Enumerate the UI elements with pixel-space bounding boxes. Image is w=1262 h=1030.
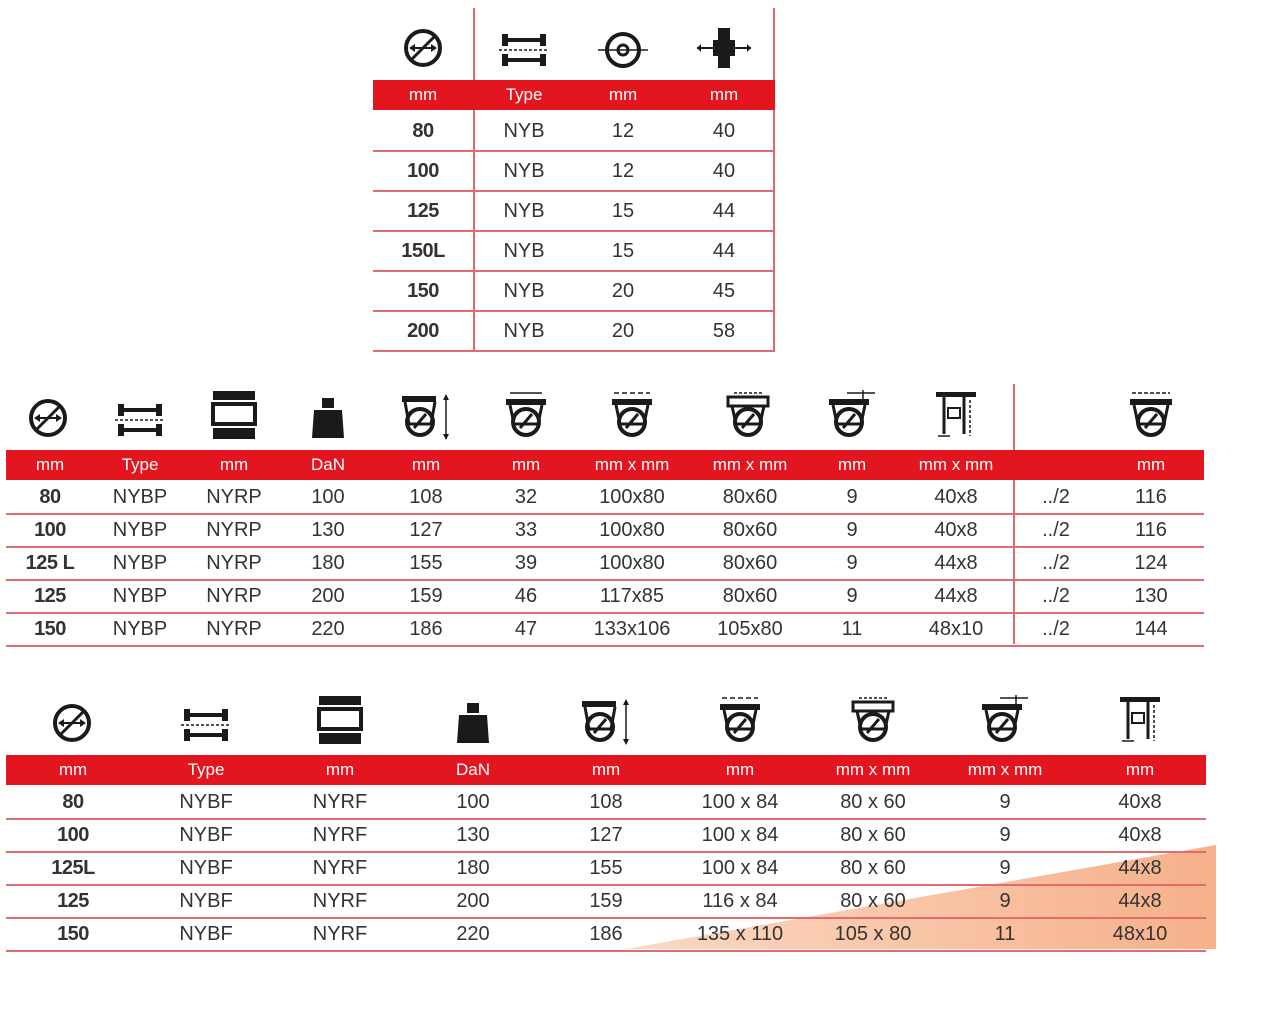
table-cell: 116 [1135,486,1167,508]
column-header: mm [837,455,867,474]
table-cell: NYRF [312,824,368,846]
row-divider [6,950,1206,952]
header-row [6,755,1206,785]
table-cell: 180 [456,857,490,879]
row-size-cell: 125 [34,585,66,607]
column-header: mm [1125,760,1155,779]
column-header: mm x mm [918,455,994,474]
table-cell: 159 [589,890,623,912]
table-cell: 100 x 84 [701,857,779,879]
row-size-cell: 125L [51,857,95,879]
plate-size-icon [700,689,780,745]
bracket-profile-icon [1100,689,1180,745]
table-row [6,613,1204,646]
table-cell: 80 x 60 [840,857,906,879]
table-row [6,918,1206,951]
column-header: Type [505,85,543,104]
table-cell: 100 x 84 [701,824,779,846]
table-cell: NYBP [112,552,168,574]
column-header: mm x mm [712,455,788,474]
table-cell: 44x8 [1118,890,1162,912]
table-cell: 47 [514,618,538,640]
table-cell: 220 [311,618,345,640]
table-cell: ../2 [1042,519,1070,541]
column-header: mm [325,760,355,779]
table-cell: 100x80 [599,486,665,508]
table-row [6,852,1206,885]
table-cell: ../2 [1042,552,1070,574]
table-cell: 20 [611,320,635,342]
table-cell: NYRF [312,923,368,945]
table-cell: 186 [589,923,623,945]
table-row [373,231,775,271]
table-cell: 105 x 80 [834,923,912,945]
table-cell: 100x80 [599,519,665,541]
table-cell: NYB [503,120,545,142]
table-cell: 130 [1134,585,1168,607]
table-swivel-casters [6,380,1206,645]
table-cell: NYRP [206,519,262,541]
table-cell: 58 [712,320,736,342]
table-cell: NYRP [206,552,262,574]
table-cell: 200 [456,890,490,912]
load-weight-icon [433,689,513,745]
column-header: DaN [310,455,345,474]
table-cell: 130 [456,824,490,846]
table-cell: 9 [999,857,1011,879]
table-cell: NYBF [179,824,233,846]
column-header: DaN [455,760,490,779]
table-cell: 46 [514,585,538,607]
table-row [373,151,775,191]
table-cell: 15 [611,200,635,222]
table-cell: NYRF [312,857,368,879]
table-cell: 80 x 60 [840,824,906,846]
table-row [6,481,1204,514]
table-cell: NYB [503,240,545,262]
table-cell: NYBF [179,857,233,879]
plate-type-icon [300,689,380,745]
wheel-diameter-icon [8,384,88,440]
row-size-cell: 125 [57,890,89,912]
table-cell: ../2 [1042,618,1070,640]
table-cell: 186 [409,618,443,640]
table-row [373,311,775,351]
column-header: mm x mm [967,760,1043,779]
table-cell: 9 [999,791,1011,813]
row-size-cell: 150 [57,923,89,945]
load-weight-icon [288,384,368,440]
table-cell: 100 [456,791,490,813]
table-cell: NYBF [179,890,233,912]
swivel-radius-icon [1111,384,1191,440]
column-header: mm [725,760,755,779]
table-row [6,819,1206,852]
table-row [373,191,775,231]
table-cell: ../2 [1042,585,1070,607]
bolt-hole-icon [965,689,1045,745]
table-cell: 100 [311,486,345,508]
table-cell: 9 [846,552,858,574]
row-size-cell: 150 [407,280,439,302]
column-header: mm [709,85,739,104]
table-cell: 33 [514,519,538,541]
table-cell: 127 [409,519,443,541]
column-header: mm x mm [594,455,670,474]
row-size-cell: 200 [407,320,439,342]
table-cell: 108 [409,486,443,508]
table-cell: 80 x 60 [840,791,906,813]
overall-height-icon [566,689,646,745]
table-cell: NYBP [112,585,168,607]
row-size-cell: 80 [412,120,434,142]
table-cell: NYRP [206,486,262,508]
table-cell: 11 [841,618,863,640]
table-cell: NYRP [206,585,262,607]
table-cell: ../2 [1042,486,1070,508]
table-cell: 20 [611,280,635,302]
column-header: mm [511,455,541,474]
table-cell: 100 x 84 [701,791,779,813]
table-cell: 116 x 84 [702,890,778,912]
row-size-cell: 100 [407,160,439,182]
table-cell: 220 [456,923,490,945]
table-cell: 9 [999,890,1011,912]
table-cell: 80x60 [722,519,778,541]
table-cell: 48x10 [1112,923,1168,945]
table-cell: 48x10 [928,618,984,640]
table-cell: 80x60 [722,552,778,574]
table-cell: 40x8 [1118,824,1162,846]
plate-type-icon [194,384,274,440]
table-cell: 117x85 [599,585,665,607]
table-cell: 32 [514,486,538,508]
bolt-hole-icon [812,384,892,440]
row-divider [6,645,1204,647]
table-cell: 44 [712,240,736,262]
table-cell: 40x8 [1118,791,1162,813]
table-cell: 45 [712,280,736,302]
table-cell: 40x8 [934,519,978,541]
table-cell: 155 [409,552,443,574]
table-row [6,580,1204,613]
table-cell: NYB [503,160,545,182]
plate-size-icon [592,384,672,440]
table-cell: 180 [311,552,345,574]
table-cell: NYB [503,280,545,302]
table-cell: 40 [712,120,736,142]
table-row [6,786,1206,819]
table-cell: 130 [311,519,345,541]
row-size-cell: 80 [62,791,84,813]
table-cell: 9 [846,486,858,508]
column-header: mm [219,455,249,474]
table-row [373,111,775,151]
table-cell: 135 x 110 [696,923,784,945]
table-cell: 44 [712,200,736,222]
table-cell: 105x80 [717,618,783,640]
table-cell: 108 [589,791,623,813]
bracket-profile-icon [916,384,996,440]
table-cell: 44x8 [1118,857,1162,879]
table-cell: 12 [611,120,635,142]
table-row [6,885,1206,918]
table-cell: 200 [311,585,345,607]
row-size-cell: 150 [34,618,66,640]
overall-height-icon [386,384,466,440]
table-cell: 159 [409,585,443,607]
table-cell: NYB [503,200,545,222]
column-header: mm x mm [835,760,911,779]
table-cell: 39 [514,552,538,574]
table-cell: NYRP [206,618,262,640]
table-cell: 155 [589,857,623,879]
hub-length-icon [684,18,764,70]
hole-spacing-icon [833,689,913,745]
table-cell: 9 [999,824,1011,846]
bore-type-icon [484,18,564,70]
table-cell: 44x8 [934,585,978,607]
table-row [6,547,1204,580]
table-cell: 40x8 [934,486,978,508]
wheel-diameter-icon [32,689,112,745]
table-cell: 80x60 [722,585,778,607]
table-cell: 44x8 [934,552,978,574]
row-size-cell: 80 [39,486,61,508]
table-cell: 127 [589,824,623,846]
table-row [6,514,1204,547]
table-cell: 12 [611,160,635,182]
table-cell: 15 [611,240,635,262]
hole-spacing-icon [708,384,788,440]
row-divider [373,350,775,352]
column-header: mm [591,760,621,779]
table-cell: 144 [1134,618,1168,640]
column-header: mm [608,85,638,104]
column-header: mm [411,455,441,474]
header-row [373,80,775,110]
table-cell: NYB [503,320,545,342]
table-cell: NYRF [312,890,368,912]
table-cell: NYBF [179,791,233,813]
table-cell: NYBP [112,519,168,541]
column-header: Type [187,760,225,779]
table-row [373,271,775,311]
header-row [6,450,1204,480]
table-cell: 11 [994,923,1016,945]
column-header: mm [1136,455,1166,474]
table-fixed-casters [6,685,1216,955]
table-cell: 9 [846,585,858,607]
row-size-cell: 125 [407,200,439,222]
table-hub-dimensions [373,0,777,352]
row-size-cell: 125 L [25,552,75,574]
row-size-cell: 100 [34,519,66,541]
column-header: mm [408,85,438,104]
table-cell: NYBP [112,486,168,508]
wheel-width-icon [486,384,566,440]
table-cell: NYBF [179,923,233,945]
table-cell: 40 [712,160,736,182]
table-cell: 80 x 60 [840,890,906,912]
column-header: Type [121,455,159,474]
column-header: mm [35,455,65,474]
table-cell: 9 [846,519,858,541]
column-header: mm [58,760,88,779]
table-cell: 133x106 [593,618,671,640]
table-cell: NYBP [112,618,168,640]
axle-bore-icon [583,18,663,70]
row-size-cell: 100 [57,824,89,846]
wheel-diameter-icon [383,18,463,70]
table-cell: 80x60 [722,486,778,508]
table-cell: NYRF [312,791,368,813]
bore-type-icon [166,689,246,745]
bore-type-icon [100,384,180,440]
table-cell: 116 [1135,519,1167,541]
table-cell: 100x80 [599,552,665,574]
row-size-cell: 150L [401,240,445,262]
table-cell: 124 [1134,552,1168,574]
